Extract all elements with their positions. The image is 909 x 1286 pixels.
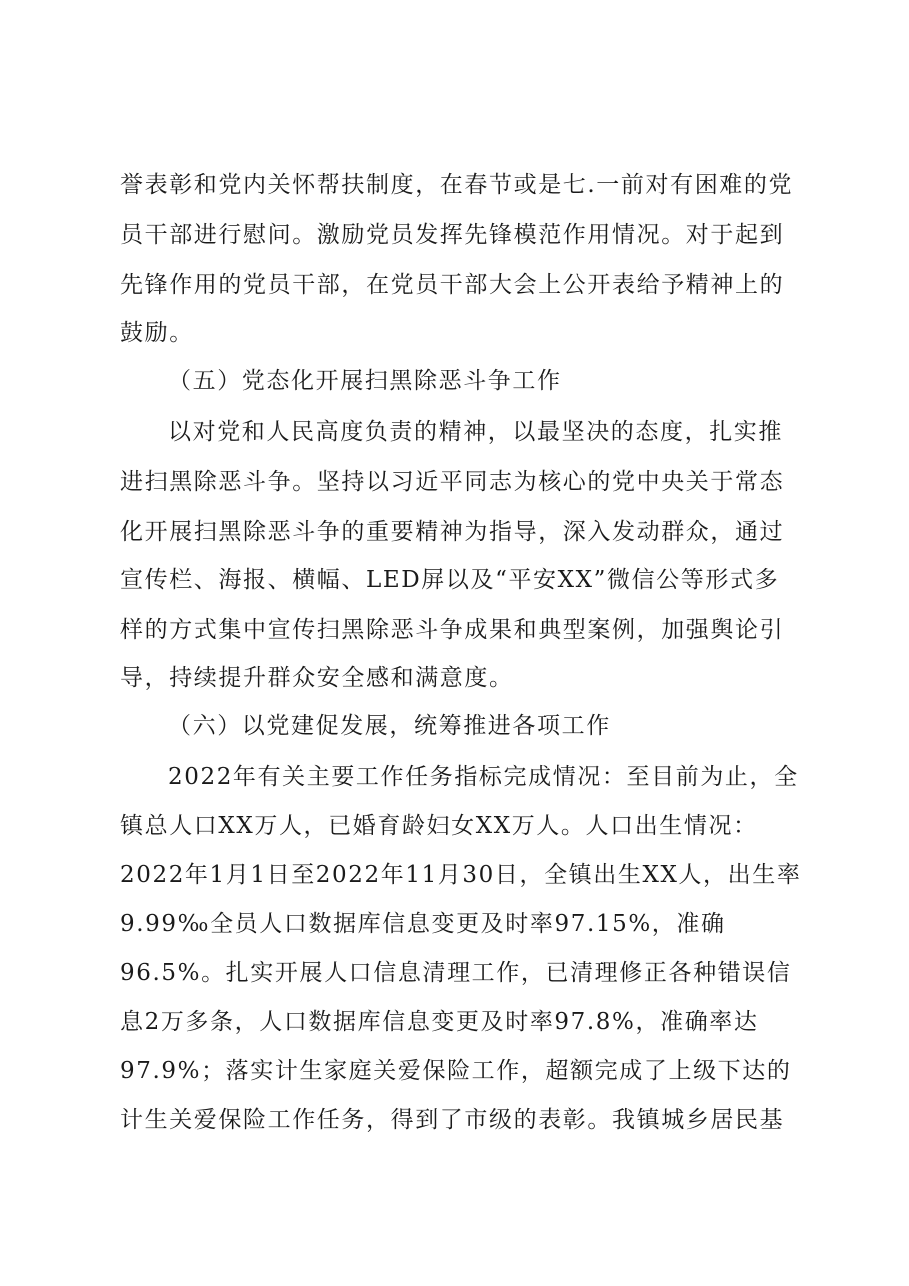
paragraph-line: 先锋作用的党员干部，在党员干部大会上公开表给予精神上的 <box>120 272 785 298</box>
paragraph-line: 宣传栏、海报、横幅、LED屏以及“平安XX”微信公等形式多 <box>120 567 780 593</box>
paragraph-line: 息2万多条，人口数据库信息变更及时率97.8%，准确率达 <box>120 1009 759 1035</box>
paragraph-line: 誉表彰和党内关怀帮扶制度，在春节或是七.一前对有困难的党 <box>120 172 794 198</box>
paragraph-line: 计生关爱保险工作任务，得到了市级的表彰。我镇城乡居民基 <box>120 1107 785 1133</box>
paragraph-line: 以对党和人民高度负责的精神，以最坚决的态度，扎实推 <box>168 419 783 445</box>
paragraph-line: 2022年有关主要工作任务指标完成情况：至目前为止，全 <box>168 764 799 790</box>
paragraph-line: 进扫黑除恶斗争。坚持以习近平同志为核心的党中央关于常态 <box>120 469 785 495</box>
paragraph-line: 员干部进行慰问。激励党员发挥先锋模范作用情况。对于起到 <box>120 222 785 248</box>
paragraph-line: 化开展扫黑除恶斗争的重要精神为指导，深入发动群众，通过 <box>120 519 785 545</box>
paragraph-line: 样的方式集中宣传扫黑除恶斗争成果和典型案例，加强舆论引 <box>120 617 785 643</box>
paragraph-line: 97.9%；落实计生家庭关爱保险工作，超额完成了上级下达的 <box>120 1058 792 1084</box>
paragraph-line: 导，持续提升群众安全感和满意度。 <box>120 665 514 691</box>
paragraph-line: 镇总人口XX万人，已婚育龄妇女XX万人。人口出生情况： <box>120 813 758 839</box>
section-heading-5: （五）党态化开展扫黑除恶斗争工作 <box>168 368 562 394</box>
paragraph-line: 2022年1月1日至2022年11月30日，全镇出生XX人，出生率 <box>120 862 802 888</box>
paragraph-line: 鼓励。 <box>120 320 194 346</box>
paragraph-line: 96.5%。扎实开展人口信息清理工作，已清理修正各种错误信 <box>120 960 792 986</box>
paragraph-line: 9.99‰全员人口数据库信息变更及时率97.15%，准确 <box>120 911 726 937</box>
section-heading-6: （六）以党建促发展，统筹推进各项工作 <box>168 713 611 739</box>
